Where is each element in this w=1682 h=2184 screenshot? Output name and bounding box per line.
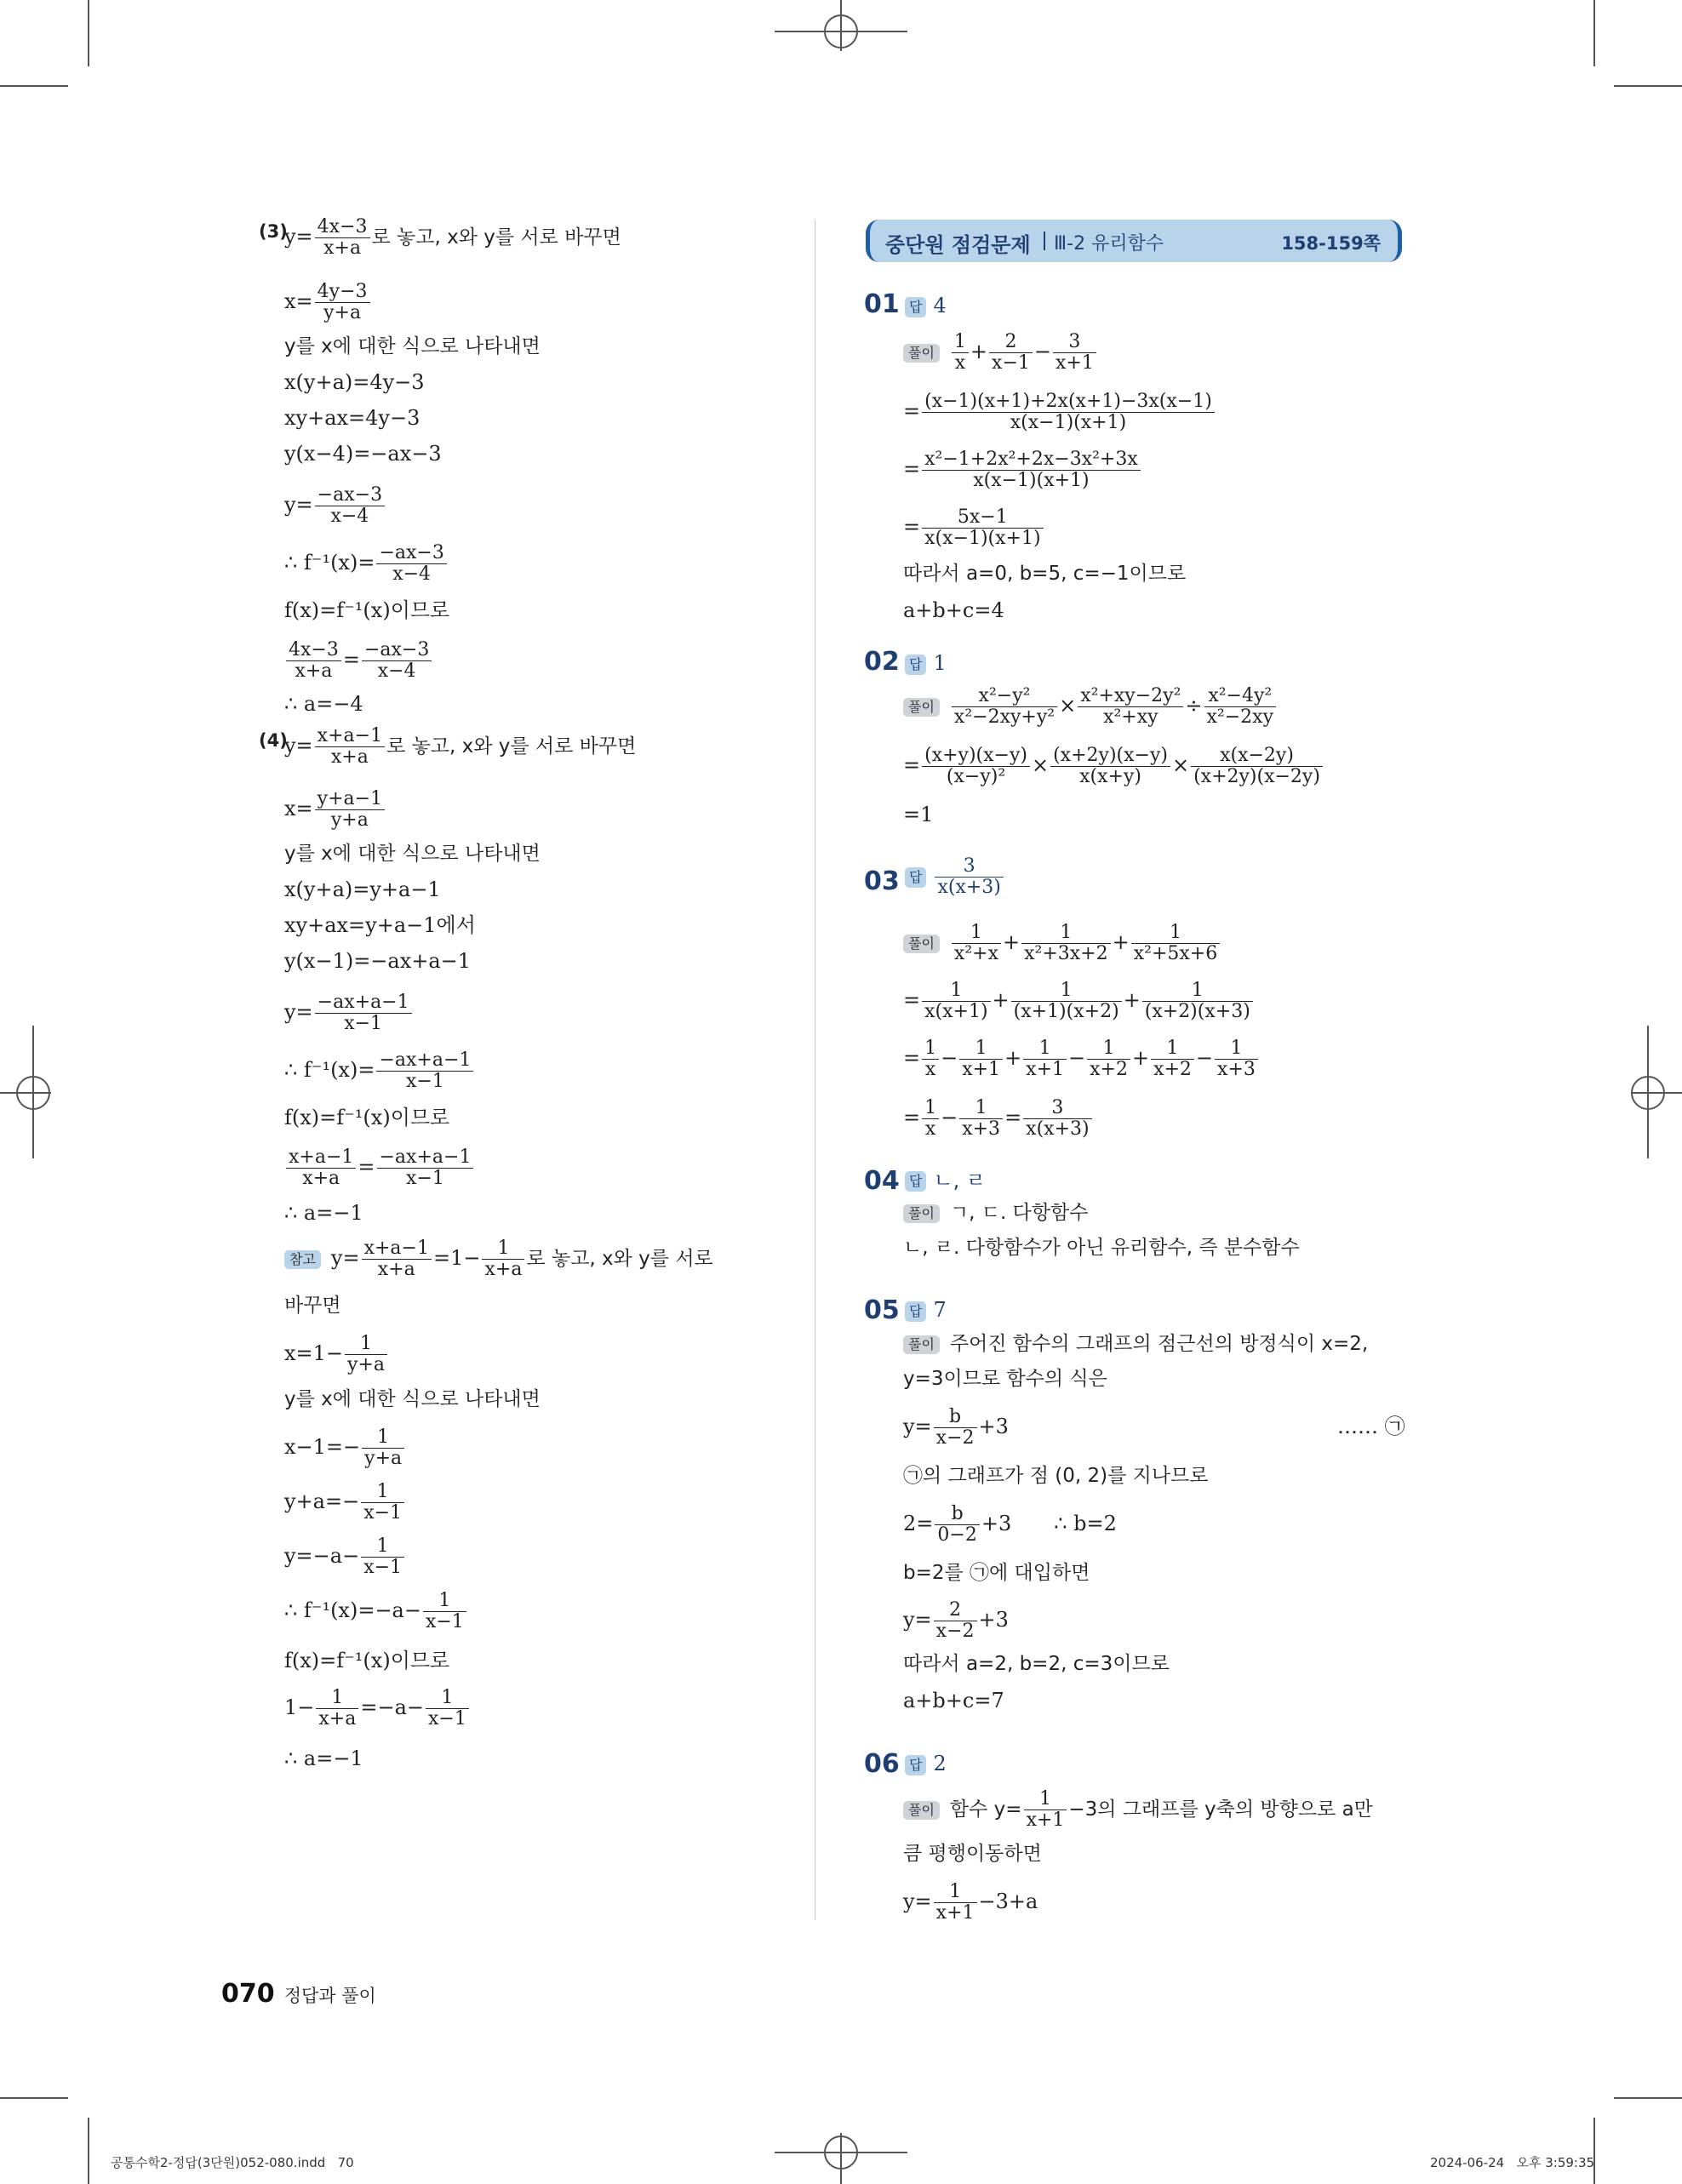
fraction: $\frac{3}{x(x+3)}$ [935,856,1003,898]
fraction: $\frac{-ax+a-1}{x-1}$ [377,1147,474,1189]
q5-line-6: b=2를 ㉠에 대입하면 [903,1562,1090,1584]
fraction: $\frac{1}{x-1}$ [361,1482,404,1524]
question-number: 03 [864,866,900,896]
registration-mark-left [16,1076,50,1110]
fraction: $\frac{1}{(x+1)(x+2)}$ [1011,981,1122,1022]
fraction: $\frac{1}{x+3}$ [1215,1038,1258,1080]
fraction: $\frac{1}{x}$ [922,1098,939,1140]
p4-line-4: xy+ax=y+a−1에서 [284,913,476,937]
solution-badge: 풀이 [903,935,940,953]
page-number: 070 정답과 풀이 [221,1979,376,2009]
p4-line-9: $\frac{x+a-1}{x+a}$ = $\frac{-ax+a-1}{x-1}$ [284,1147,475,1189]
p3-line-4: xy+ax=4y−3 [284,406,420,430]
answer: 답 ㄴ, ㄹ [905,1168,986,1193]
fraction: $\frac{1}{x+2}$ [1151,1038,1194,1080]
ref-line-11: ∴ a=−1 [284,1747,363,1770]
fraction: $\frac{1}{x}$ [922,1038,939,1080]
ref-line-7: y=−a− $\frac{1}{x-1}$ [284,1536,406,1578]
question-number: 05 [864,1295,900,1325]
fraction: $\frac{1}{y+a}$ [362,1427,404,1469]
p4-intro: (4) y= $\frac{x+a-1}{x+a}$ 로 놓고, x와 y를 서로 바꾸면 [259,725,637,768]
fraction: $\frac{\text{x²−1+2x²+2x−3x²+3x}}{x(x-1)(x+1)}$ [922,449,1141,491]
answer [905,856,1005,898]
q3-line-1: 풀이 $\frac{1}{\text{x²+x}}$ + $\frac{1}{\text{x²+3x+2}}$ + $\frac{1}{\text{x²+5x+6}}$ [903,923,1221,964]
fraction: $\frac{y+a-1}{y+a}$ [315,789,385,831]
fraction: $\frac{-ax-3}{x-4}$ [315,485,385,527]
fraction: $\frac{b}{x-2}$ [934,1407,977,1449]
fraction: $\frac{\text{x²−4y²}}{\text{x²−2xy}}$ [1204,686,1277,728]
answer: 답 2 [905,1751,947,1776]
section-subtitle: Ⅲ-2 유리함수 [1054,233,1164,254]
p4-line-10: ∴ a=−1 [284,1201,363,1225]
p3-line-9: $\frac{4x-3}{x+a}$ = $\frac{-ax-3}{x-4}$ [284,640,433,682]
registration-mark-right [1631,1076,1665,1110]
fraction: $\frac{1}{\text{x²+5x+6}}$ [1131,923,1221,964]
crop-mark [88,0,89,66]
fraction: $\frac{(x-1)(x+1)+2x(x+1)-3x(x-1)}{x(x-1)(x+1)}$ [922,392,1215,433]
fraction: $\frac{1}{x+2}$ [1087,1038,1130,1080]
p3-line-7: ∴ f⁻¹(x)= $\frac{-ax-3}{x-4}$ [284,543,449,585]
fraction: $\frac{1}{x}$ [952,332,969,374]
crop-mark [1593,0,1595,66]
q3-line-3: = $\frac{1}{x}$ − $\frac{1}{x+1}$ + $\frac{1}{x+1}$ − $\frac{1}{x+2}$ + $\frac{1}{x+2}$ − $\frac{1}{x+3}$ [903,1038,1260,1080]
file-info: 공통수학2-정답(3단원)052-080.indd 70 [111,2155,354,2170]
fraction: $\frac{x+a-1}{x+a}$ [286,1147,356,1189]
ref-line-6: y+a=− $\frac{1}{x-1}$ [284,1482,406,1524]
answer: 답 7 [905,1297,947,1323]
right-column [864,0,1409,1958]
q1-line-5: 따라서 a=0, b=5, c=−1이므로 [903,563,1187,585]
q6-line-3: y= $\frac{1}{x+1}$ −3+a [903,1881,1038,1924]
fraction: $\frac{1}{y+a}$ [345,1334,387,1375]
fraction: $\frac{(x+y)(x-y)}{\text{(x−y)²}}$ [922,746,1030,787]
fraction: $\frac{-ax-3}{x-4}$ [376,543,446,585]
fraction: $\frac{5x-1}{x(x-1)(x+1)}$ [922,507,1043,549]
answer-badge: 답 [905,1171,926,1192]
ref-line-3: x=1− $\frac{1}{y+a}$ [284,1334,389,1375]
q1-line-3: = $\frac{\text{x²−1+2x²+2x−3x²+3x}}{x(x-1)(x+1)}$ [903,449,1142,491]
fraction: $\frac{1}{x+1}$ [1024,1789,1067,1831]
fraction: $\frac{1}{(x+2)(x+3)}$ [1142,981,1253,1022]
ref-line-2: 바꾸면 [284,1295,341,1317]
answer-badge: 답 [905,297,926,317]
reference-note: 참고 y= $\frac{x+a-1}{x+a}$ =1− $\frac{1}{x+a}$ 로 놓고, x와 y를 서로 [284,1238,713,1280]
solution-badge: 풀이 [903,344,940,363]
crop-mark [0,2097,68,2099]
ref-line-9: f(x)=f⁻¹(x)이므로 [284,1649,450,1672]
fraction: $\frac{4x-3}{x+a}$ [315,217,370,259]
fraction: $\frac{1}{x+1}$ [934,1882,977,1924]
registration-mark-bottom [824,2135,858,2170]
section-pages: 158-159쪽 [1281,233,1381,254]
registration-mark-top [824,14,858,49]
fraction: $\frac{b}{0-2}$ [935,1504,979,1546]
p3-intro: (3) y= $\frac{4x-3}{x+a}$ 로 놓고, x와 y를 서로 바꾸면 [259,216,621,259]
p3-line-6: y= $\frac{-ax-3}{x-4}$ [284,485,386,527]
p3-line-5: y(x−4)=−ax−3 [284,442,442,466]
q5-line-4: ㉠의 그래프가 점 (0, 2)를 지나므로 [903,1465,1209,1487]
q3-line-4: = $\frac{1}{x}$ − $\frac{1}{x+3}$ = $\frac{3}{x(x+3)}$ [903,1098,1094,1140]
solution-badge: 풀이 [903,1335,940,1354]
q6-line-1: 풀이 함수 y= $\frac{1}{x+1}$ −3의 그래프를 y축의 방향으로 a만 [903,1789,1373,1831]
question-number: 06 [864,1749,900,1779]
p4-line-2: y를 x에 대한 식으로 나타내면 [284,843,541,865]
p4-line-1: x= $\frac{y+a-1}{y+a}$ [284,789,386,831]
fraction: $\frac{3}{x+1}$ [1053,332,1096,374]
fraction: $\frac{2}{x-2}$ [934,1600,977,1642]
p4-line-7: ∴ f⁻¹(x)= $\frac{-ax+a-1}{x-1}$ [284,1050,475,1092]
q5-line-7: y= $\frac{2}{x-2}$ +3 [903,1599,1009,1642]
ref-line-4: y를 x에 대한 식으로 나타내면 [284,1388,541,1410]
fraction: $\frac{1}{x-1}$ [426,1688,469,1729]
q5-line-5: 2= $\frac{b}{0-2}$ +3 ∴ b=2 [903,1503,1117,1546]
fraction: $\frac{1}{x+a}$ [316,1688,358,1729]
p3-line-10: ∴ a=−4 [284,692,363,716]
part-label: (3) [259,221,288,242]
answer: 답 1 [905,650,947,676]
q1-line-4: = $\frac{5x-1}{x(x-1)(x+1)}$ [903,507,1045,549]
question-number: 04 [864,1166,900,1196]
fraction: $\frac{-ax+a-1}{x-1}$ [315,992,412,1034]
q5-line-3: y= $\frac{b}{x-2}$ +3 [903,1406,1009,1449]
solution-badge: 풀이 [903,1801,940,1820]
answer-badge: 답 [905,867,926,888]
crop-mark [88,2118,89,2184]
fraction: $\frac{1}{x+1}$ [959,1038,1003,1080]
answer: 답 4 [905,293,947,318]
print-datetime: 2024-06-24 오후 3:59:35 [1430,2155,1595,2170]
part-label: (4) [259,730,288,751]
q1-line-6: a+b+c=4 [903,598,1004,622]
crop-mark [0,85,68,87]
fraction: $\frac{1}{\text{x²+x}}$ [952,923,1001,964]
q4-line-2: ㄴ, ㄹ. 다항함수가 아닌 유리함수, 즉 분수함수 [903,1237,1300,1259]
fraction: $\frac{-ax-3}{x-4}$ [362,640,432,682]
q2-line-3: =1 [903,803,934,826]
ref-line-5: x−1=− $\frac{1}{y+a}$ [284,1427,406,1469]
solution-badge: 풀이 [903,1204,940,1223]
q5-line-1: 풀이 주어진 함수의 그래프의 점근선의 방정식이 x=2, [903,1331,1368,1357]
p4-line-5: y(x−1)=−ax+a−1 [284,949,472,973]
ref-line-8: ∴ f⁻¹(x)=−a− $\frac{1}{x-1}$ [284,1591,468,1632]
fraction: $\frac{3}{x(x+3)}$ [1023,1098,1091,1140]
p3-line-8: f(x)=f⁻¹(x)이므로 [284,598,450,622]
fraction: $\frac{1}{\text{x²+3x+2}}$ [1021,923,1111,964]
fraction: $\frac{1}{x-1}$ [423,1591,466,1632]
q1-line-1: 풀이 $\frac{1}{x}$ + $\frac{2}{x-1}$ − $\frac{3}{x+1}$ [903,332,1098,374]
crop-mark [1614,85,1682,87]
p3-line-2: y를 x에 대한 식으로 나타내면 [284,335,541,357]
fraction: $\frac{(x+2y)(x-y)}{x(x+y)}$ [1050,746,1170,787]
fraction: $\frac{1}{x-1}$ [361,1536,404,1578]
answer-badge: 답 [905,655,926,675]
fraction: $\frac{2}{x-1}$ [989,332,1033,374]
answer-badge: 답 [905,1301,926,1322]
q1-line-2: = $\frac{(x-1)(x+1)+2x(x+1)-3x(x-1)}{x(x-1)(x+1)}$ [903,392,1216,433]
q5-line-2: y=3이므로 함수의 식은 [903,1368,1107,1390]
fraction: $\frac{1}{x+a}$ [482,1238,524,1280]
equation-marker: …… ㉠ [1337,1415,1405,1438]
crop-mark [1593,2118,1595,2184]
reference-badge: 참고 [284,1250,321,1269]
fraction: $\frac{1}{x+3}$ [959,1098,1003,1140]
fraction: $\frac{x+a-1}{x+a}$ [315,726,385,768]
q2-line-1: 풀이 $\frac{\text{x²−y²}}{\text{x²−2xy+y²}}$ × $\frac{\text{x²+xy−2y²}}{\text{x²+xy}}$ ÷ $\frac{\text{x²−4y²}}{\text{x²−2xy}}$ [903,686,1278,728]
p4-line-8: f(x)=f⁻¹(x)이므로 [284,1106,450,1129]
p4-line-3: x(y+a)=y+a−1 [284,878,441,901]
ref-line-10: 1− $\frac{1}{x+a}$ =−a− $\frac{1}{x-1}$ [284,1688,471,1729]
fraction: $\frac{1}{x(x+1)}$ [922,981,990,1022]
fraction: $\frac{x(x-2y)}{(x+2y)(x-2y)}$ [1191,746,1323,787]
fraction: $\frac{\text{x²+xy−2y²}}{\text{x²+xy}}$ [1078,686,1183,728]
fraction: $\frac{4y-3}{y+a}$ [315,282,370,323]
question-number: 01 [864,289,900,319]
p4-line-6: y= $\frac{-ax+a-1}{x-1}$ [284,992,414,1034]
p3-line-3: x(y+a)=4y−3 [284,370,425,394]
question-number: 02 [864,647,900,677]
solution-badge: 풀이 [903,698,940,717]
q3-line-2: = $\frac{1}{x(x+1)}$ + $\frac{1}{(x+1)(x+2)}$ + $\frac{1}{(x+2)(x+3)}$ [903,981,1255,1022]
fraction: $\frac{-ax+a-1}{x-1}$ [376,1050,473,1092]
q2-line-2: = $\frac{(x+y)(x-y)}{\text{(x−y)²}}$ × $\frac{(x+2y)(x-y)}{x(x+y)}$ × $\frac{x(x-2y)}{(x+2y)(x-2y)}$ [903,746,1324,787]
q4-line-1: 풀이 ㄱ, ㄷ. 다항함수 [903,1200,1088,1226]
q5-line-9: a+b+c=7 [903,1689,1004,1712]
q5-line-8: 따라서 a=2, b=2, c=3이므로 [903,1653,1170,1675]
fraction: $\frac{\text{x²−y²}}{\text{x²−2xy+y²}}$ [952,686,1057,728]
crop-mark [1614,2097,1682,2099]
p3-line-1: x= $\frac{4y-3}{y+a}$ [284,282,372,323]
fraction: $\frac{x+a-1}{x+a}$ [362,1238,432,1280]
answer-badge: 답 [905,1755,926,1775]
fraction: $\frac{4x-3}{x+a}$ [286,640,341,682]
section-title: 중단원 점검문제 [885,233,1031,257]
q6-line-2: 큼 평행이동하면 [903,1843,1042,1865]
fraction: $\frac{1}{x+1}$ [1023,1038,1067,1080]
